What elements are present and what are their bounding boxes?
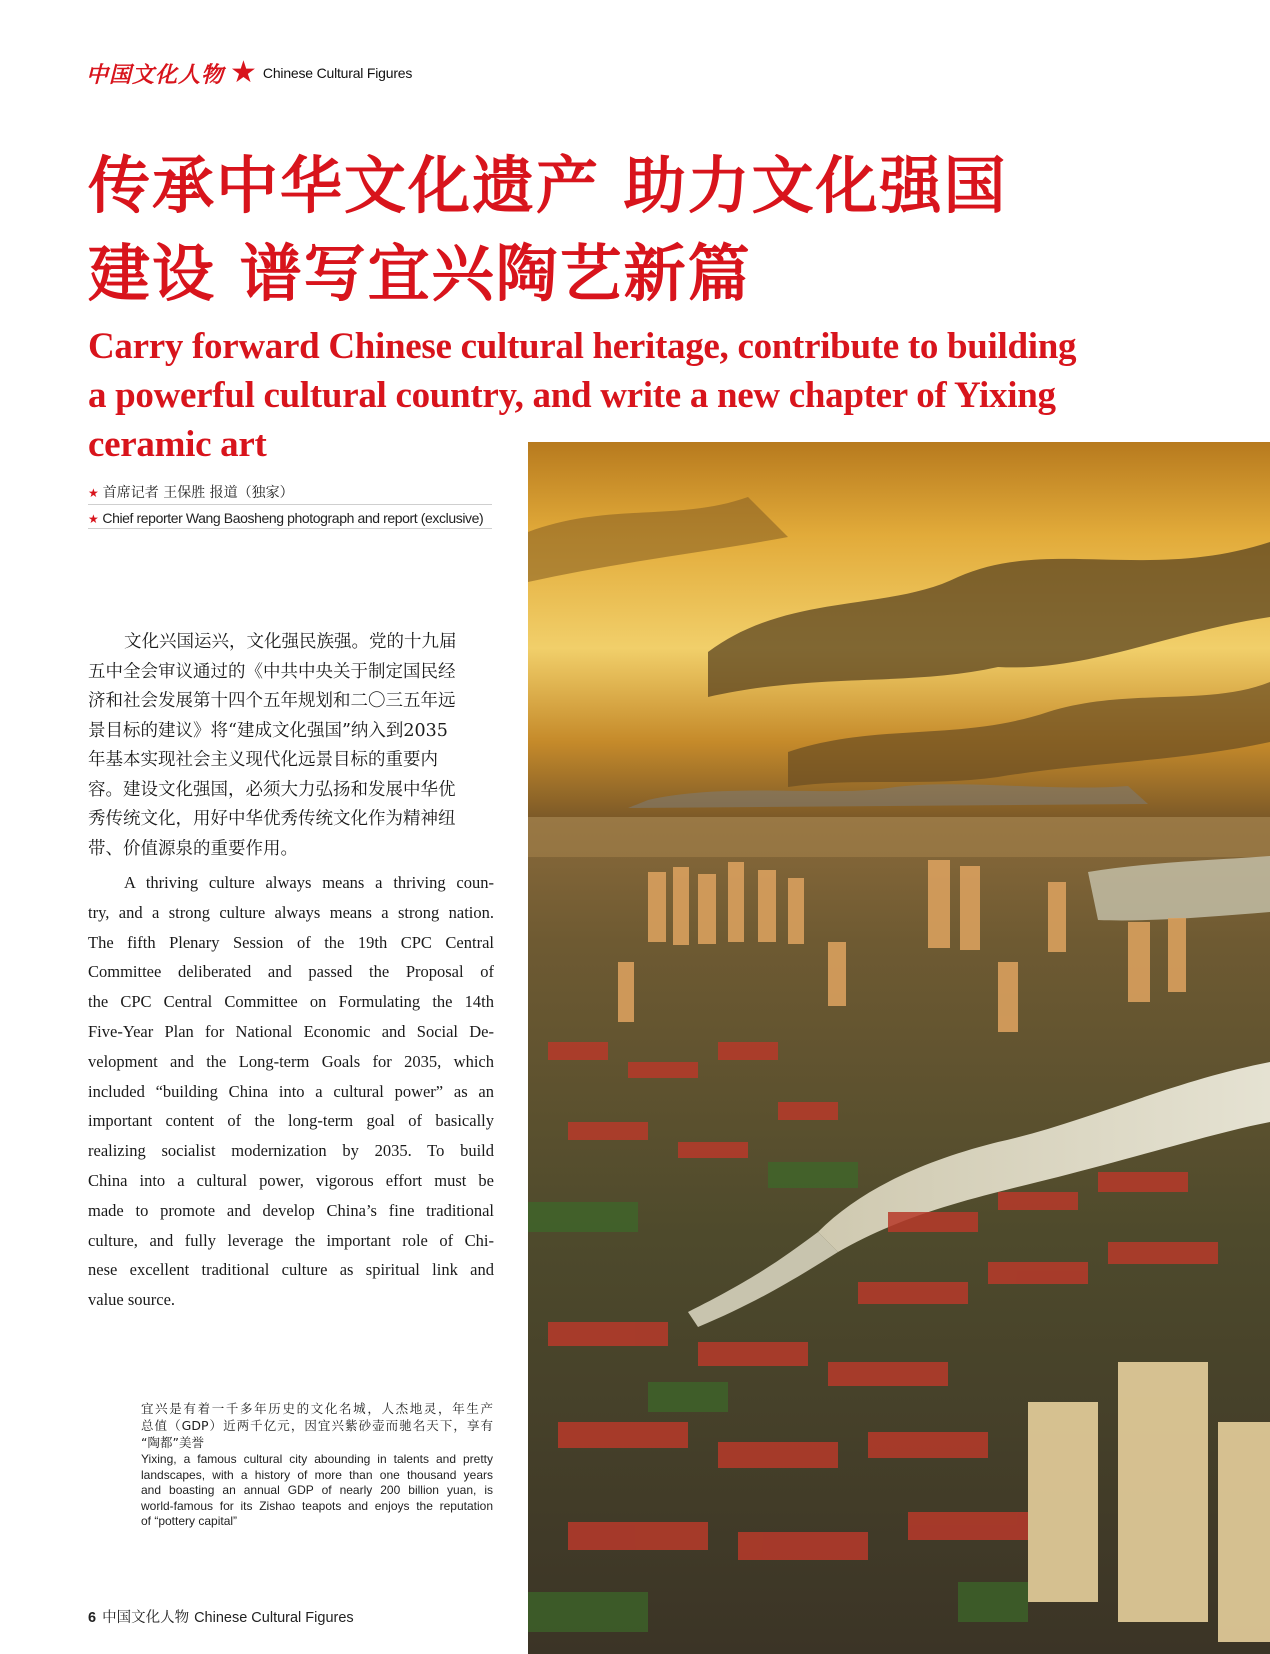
- body-chinese-line: 秀传统文化，用好中华优秀传统文化作为精神纽: [88, 809, 456, 829]
- star-icon: ★: [88, 512, 99, 526]
- body-english: [88, 868, 494, 1315]
- headline-english-line: a powerful cultural country, and write a new chapter of Yixing: [88, 375, 1056, 416]
- body-english-line: made to promote and develop China’s fine traditional: [88, 1200, 494, 1220]
- body-english-line: try, and a strong culture always means a strong nation.: [88, 902, 494, 922]
- body-english-line: included “building China into a cultural power” as an: [88, 1081, 494, 1101]
- caption-chinese-line: 总值（GDP）近两千亿元，因宜兴紫砂壶而驰名天下，享有: [141, 1418, 493, 1433]
- byline-chinese: [88, 482, 492, 505]
- headline-english-line: ceramic art: [88, 424, 267, 465]
- caption-english-line: world-famous for its Zishao teapots and enjoys the reputation: [141, 1498, 493, 1513]
- byline-english-text: Chief reporter Wang Baosheng photograph and report (exclusive): [102, 510, 484, 526]
- star-icon: ★: [88, 486, 99, 500]
- body-chinese-line: 年基本实现社会主义现代化远景目标的重要内: [88, 750, 438, 770]
- masthead-logo: 中国文化人物: [86, 61, 225, 88]
- body-chinese-line: 容。建设文化强国，必须大力弘扬和发展中华优: [88, 779, 456, 800]
- body-chinese-line: 济和社会发展第十四个五年规划和二〇三五年远: [88, 691, 456, 711]
- caption-chinese-line: 宜兴是有着一千多年历史的文化名城，人杰地灵，年生产: [141, 1401, 493, 1416]
- masthead: [86, 56, 412, 90]
- body-english-line: Committee deliberated and passed the Proposal of: [88, 962, 494, 982]
- city-aerial-photo: [528, 442, 1270, 1654]
- byline-english: [88, 510, 492, 529]
- page-number: 6: [88, 1610, 97, 1626]
- caption-english-line: and boasting an annual GDP of nearly 200 billion yuan, is: [141, 1483, 493, 1497]
- body-chinese-line: 五中全会审议通过的《中共中央关于制定国民经: [88, 661, 456, 682]
- aerial-city-illustration: [528, 442, 1270, 1654]
- star-icon: ★: [230, 55, 257, 90]
- body-english-line: important content of the long-term goal of basically: [88, 1111, 494, 1131]
- footer-magazine-en: Chinese Cultural Figures: [194, 1610, 354, 1626]
- body-english-line: velopment and the Long-term Goals for 2035, which: [88, 1051, 494, 1071]
- page-footer: [88, 1606, 354, 1627]
- body-chinese: [88, 628, 494, 864]
- headline-chinese-line: 建设 谱写宜兴陶艺新篇: [88, 237, 752, 310]
- body-english-line: nese excellent traditional culture as spiritual link and: [88, 1260, 494, 1280]
- caption-english-line: of “pottery capital”: [141, 1514, 238, 1528]
- body-english-line: Five-Year Plan for National Economic and Social De-: [88, 1021, 494, 1041]
- body-english-line: the CPC Central Committee on Formulating the 14th: [88, 992, 494, 1012]
- masthead-label: Chinese Cultural Figures: [262, 65, 413, 81]
- body-english-line: A thriving culture always means a thriving coun-: [124, 873, 494, 892]
- body-english-line: The fifth Plenary Session of the 19th CPC Central: [88, 932, 494, 952]
- headline-chinese-line: 传承中华文化遗产 助力文化强国: [88, 149, 1008, 222]
- headline-english-line: Carry forward Chinese cultural heritage, contribute to building: [88, 326, 1077, 367]
- caption-chinese-line: “陶都”美誉: [141, 1435, 204, 1450]
- caption-english: [141, 1452, 493, 1530]
- body-chinese-line: 景目标的建议》将“建成文化强国”纳入到2035: [88, 720, 448, 741]
- photo-caption: [141, 1400, 493, 1530]
- body-english-line: value source.: [88, 1290, 176, 1310]
- caption-english-line: Yixing, a famous cultural city abounding in talents and pretty: [141, 1452, 493, 1466]
- byline-chinese-text: 首席记者 王保胜 报道（独家）: [102, 485, 294, 501]
- body-chinese-line: 带、价值源泉的重要作用。: [88, 838, 298, 859]
- body-english-line: China into a cultural power, vigorous effort must be: [88, 1170, 494, 1190]
- footer-magazine-cn: 中国文化人物: [102, 1610, 190, 1626]
- body-english-line: culture, and fully leverage the important role of Chi-: [88, 1230, 494, 1250]
- body-chinese-line: 文化兴国运兴，文化强民族强。党的十九届: [124, 632, 457, 652]
- caption-english-line: landscapes, with a history of more than one thousand years: [141, 1467, 493, 1482]
- caption-chinese: [141, 1400, 493, 1451]
- body-english-line: realizing socialist modernization by 2035. To build: [88, 1141, 494, 1161]
- headline-chinese: [88, 142, 1198, 318]
